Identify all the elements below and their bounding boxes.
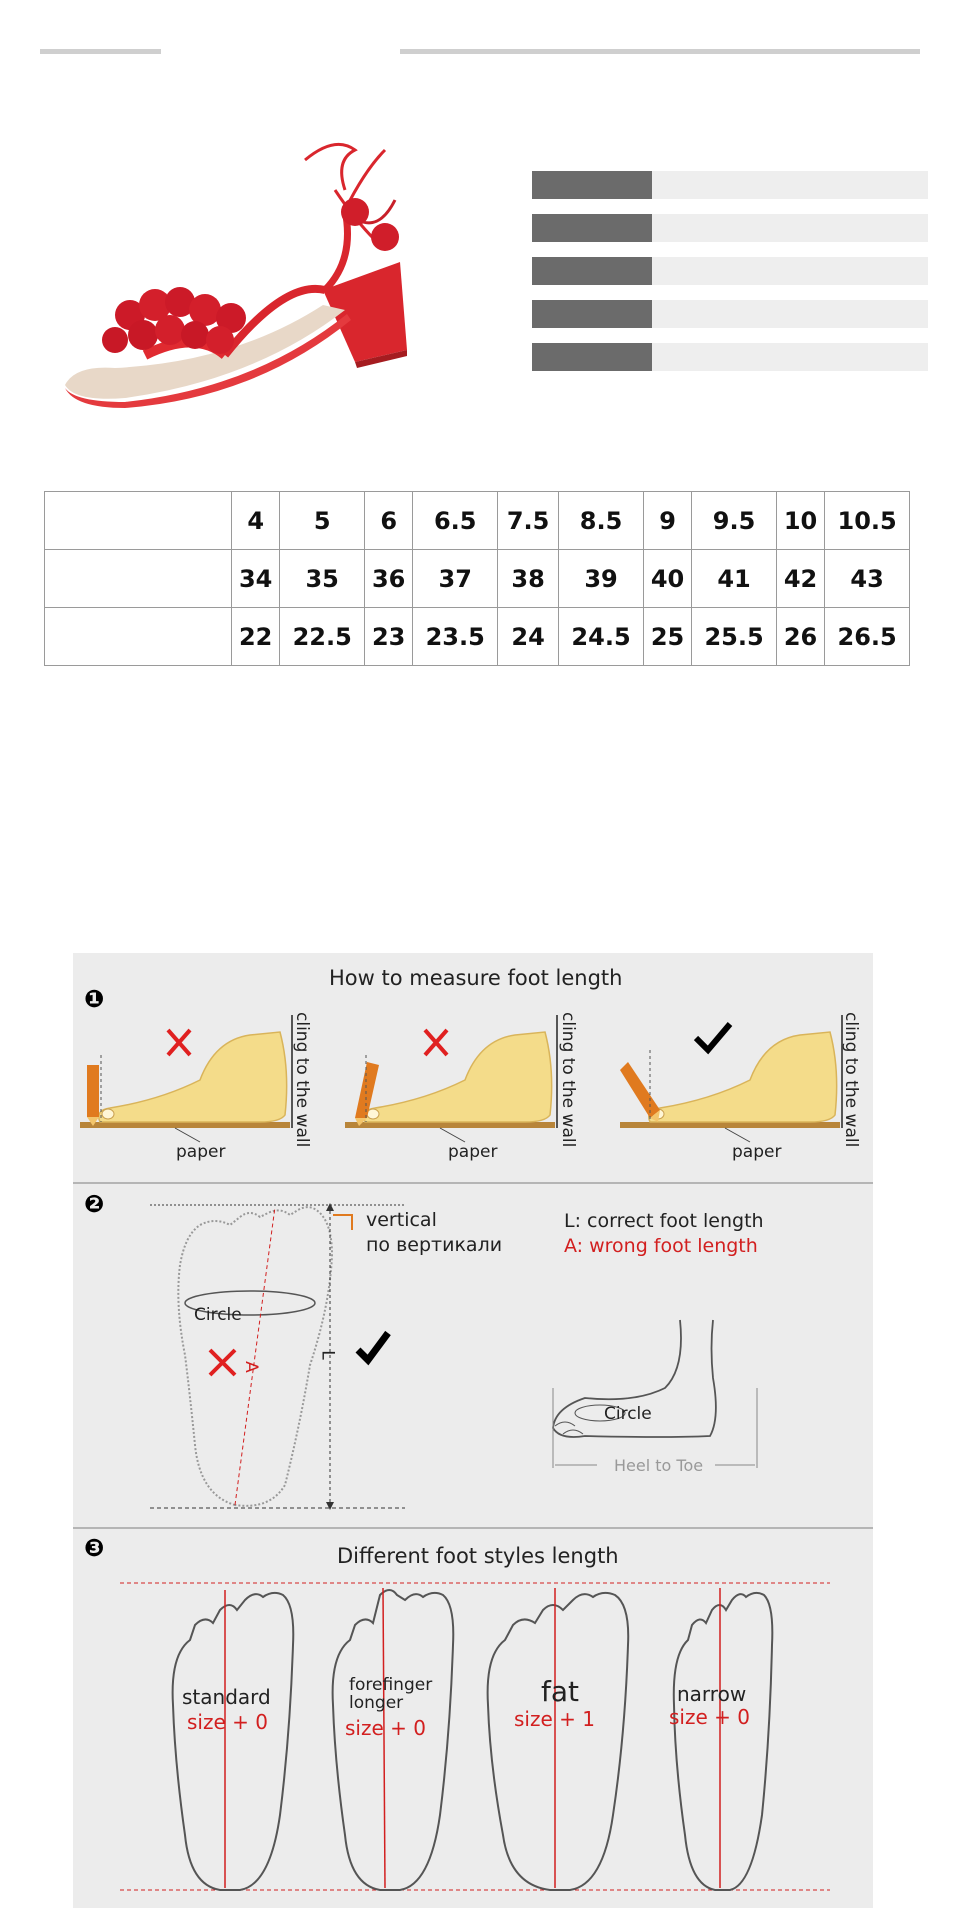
spec-bar-row <box>532 171 928 199</box>
l-mark-label: L <box>317 1350 338 1360</box>
eu-size-cell: 43 <box>825 550 910 608</box>
spec-bar-label <box>532 300 652 328</box>
us-size-cell: 9 <box>643 492 691 550</box>
foot-style-forefinger-name-2: longer <box>349 1693 404 1713</box>
spec-bar-row <box>532 343 928 371</box>
foot-style-fat-size: size + 1 <box>514 1707 595 1731</box>
eu-size-cell: 37 <box>413 550 498 608</box>
us-size-cell: 9.5 <box>692 492 777 550</box>
vertical-label-en: vertical <box>366 1209 437 1231</box>
a-mark-label: A <box>240 1361 261 1373</box>
spec-bar-label <box>532 171 652 199</box>
cm-length-cell: 24 <box>498 608 559 666</box>
spec-bar-value <box>652 214 928 242</box>
foot-measure-diagram-2 <box>345 1010 585 1160</box>
size-chart-table <box>44 491 910 666</box>
circle-label-side: Circle <box>604 1404 652 1424</box>
foot-measure-diagram-3 <box>620 1010 860 1160</box>
top-divider-right <box>400 49 920 54</box>
eu-size-cell: 39 <box>559 550 644 608</box>
step-1-number: ❶ <box>84 985 105 1013</box>
foot-icon <box>173 1590 294 1890</box>
spec-bar-label <box>532 343 652 371</box>
cling-label-2: cling to the wall <box>558 1012 578 1148</box>
foot-icon <box>488 1588 629 1890</box>
eu-size-cell: 42 <box>776 550 824 608</box>
spec-bar-row <box>532 300 928 328</box>
foot-icon <box>674 1588 773 1890</box>
eu-size-cell: 36 <box>365 550 413 608</box>
spec-bar-row <box>532 214 928 242</box>
foot-style-forefinger-name-1: forefinger <box>349 1675 433 1695</box>
section-divider-1 <box>73 1182 873 1184</box>
foot-style-standard-size: size + 0 <box>187 1710 268 1734</box>
correct-length-legend: L: correct foot length <box>564 1210 764 1232</box>
row-label-cell <box>45 492 232 550</box>
sandal-product-image <box>55 130 455 410</box>
eu-size-cell: 38 <box>498 550 559 608</box>
foot-measure-diagram-1 <box>80 1010 320 1160</box>
row-label-cell <box>45 608 232 666</box>
us-size-cell: 7.5 <box>498 492 559 550</box>
spec-bar-value <box>652 343 928 371</box>
spec-bar-label <box>532 257 652 285</box>
us-size-cell: 4 <box>232 492 280 550</box>
foot-style-standard-name: standard <box>182 1685 271 1709</box>
spec-bar-value <box>652 300 928 328</box>
table-row <box>45 608 910 666</box>
top-divider-left <box>40 49 161 54</box>
table-row <box>45 550 910 608</box>
step-2-number: ❷ <box>84 1190 105 1218</box>
eu-size-cell: 40 <box>643 550 691 608</box>
foot-style-fat-name: fat <box>541 1675 579 1708</box>
paper-label-2: paper <box>448 1142 498 1162</box>
foot-style-narrow-name: narrow <box>677 1682 747 1706</box>
table-row <box>45 492 910 550</box>
step-3-number: ❸ <box>84 1534 105 1562</box>
paper-label-3: paper <box>732 1142 782 1162</box>
step-1-title: How to measure foot length <box>329 966 623 990</box>
foot-style-forefinger-size: size + 0 <box>345 1716 426 1740</box>
us-size-cell: 10.5 <box>825 492 910 550</box>
cm-length-cell: 25 <box>643 608 691 666</box>
cm-length-cell: 23 <box>365 608 413 666</box>
spec-bar-row <box>532 257 928 285</box>
row-label-cell <box>45 550 232 608</box>
us-size-cell: 8.5 <box>559 492 644 550</box>
heel-to-toe-label: Heel to Toe <box>614 1456 704 1475</box>
cm-length-cell: 22.5 <box>280 608 365 666</box>
foot-side-view-diagram <box>545 1318 765 1478</box>
vertical-label-ru: по вертикали <box>366 1234 503 1256</box>
section-divider-2 <box>73 1527 873 1529</box>
spec-bar-label <box>532 214 652 242</box>
us-size-cell: 6.5 <box>413 492 498 550</box>
eu-size-cell: 34 <box>232 550 280 608</box>
cling-label-3: cling to the wall <box>841 1012 861 1148</box>
spec-bar-value <box>652 257 928 285</box>
foot-styles-diagram <box>120 1580 830 1900</box>
spec-bar-value <box>652 171 928 199</box>
us-size-cell: 5 <box>280 492 365 550</box>
step-3-title: Different foot styles length <box>337 1544 619 1568</box>
us-size-cell: 6 <box>365 492 413 550</box>
cm-length-cell: 23.5 <box>413 608 498 666</box>
cm-length-cell: 24.5 <box>559 608 644 666</box>
cm-length-cell: 26.5 <box>825 608 910 666</box>
paper-label-1: paper <box>176 1142 226 1162</box>
foot-style-narrow-size: size + 0 <box>669 1705 750 1729</box>
wrong-length-legend: A: wrong foot length <box>564 1235 758 1257</box>
us-size-cell: 10 <box>776 492 824 550</box>
circle-label-top: Circle <box>194 1305 242 1325</box>
cm-length-cell: 25.5 <box>692 608 777 666</box>
eu-size-cell: 35 <box>280 550 365 608</box>
cm-length-cell: 26 <box>776 608 824 666</box>
cm-length-cell: 22 <box>232 608 280 666</box>
eu-size-cell: 41 <box>692 550 777 608</box>
cling-label-1: cling to the wall <box>292 1012 312 1148</box>
